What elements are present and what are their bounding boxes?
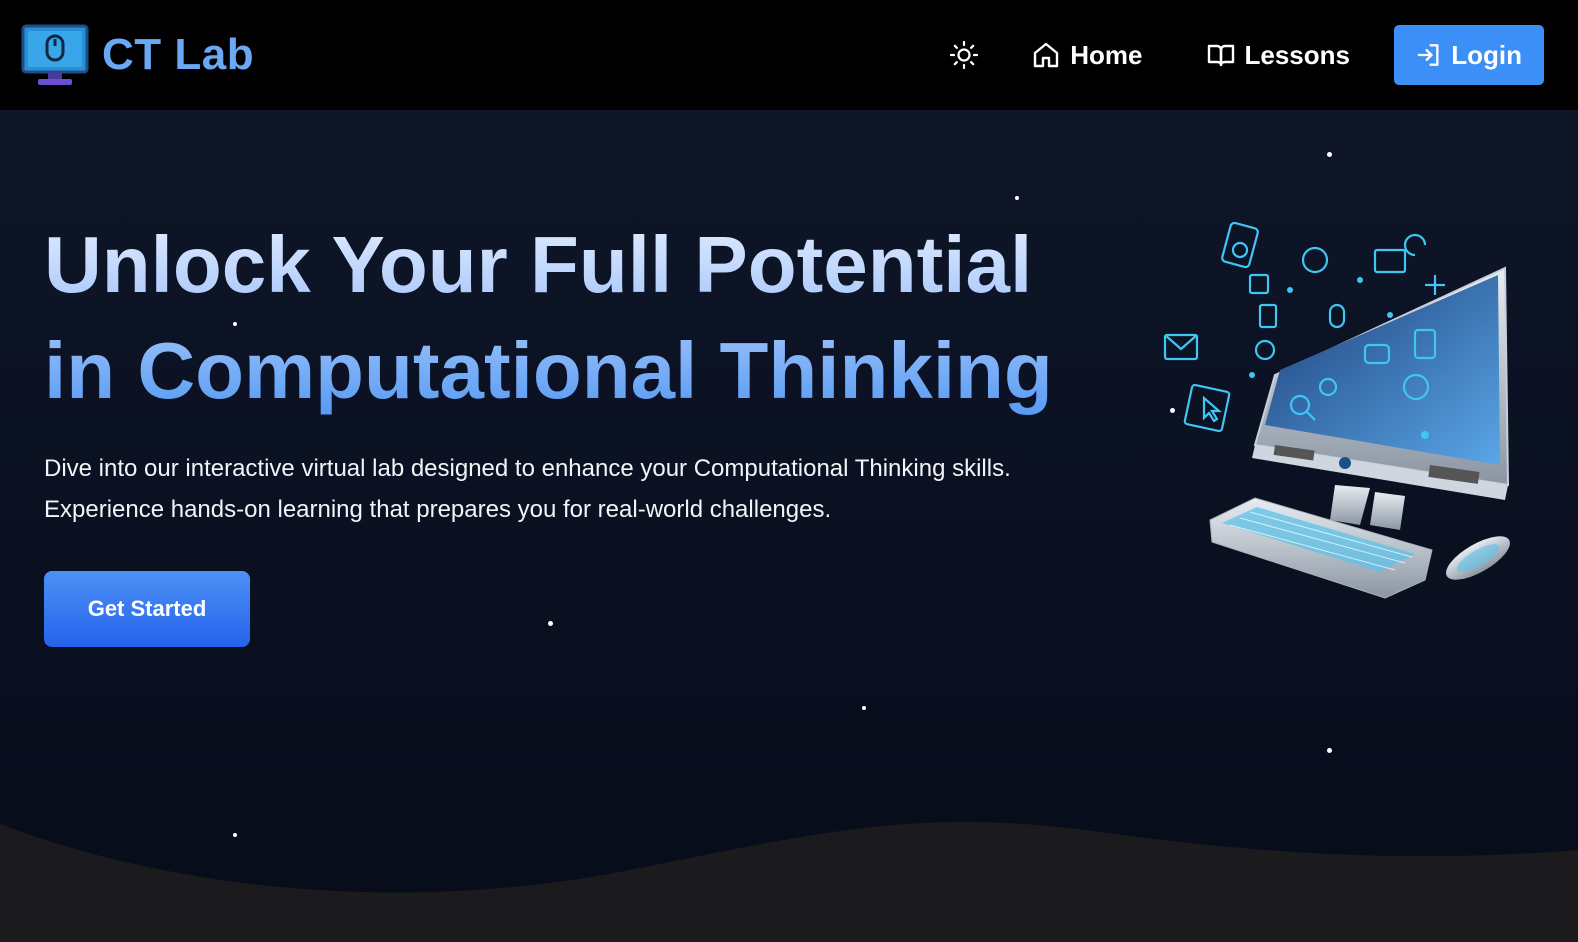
- hero-subtitle: [44, 448, 1104, 530]
- brand[interactable]: [20, 23, 254, 87]
- nav-menu: [944, 25, 1544, 85]
- nav-lessons-label: Lessons: [1244, 39, 1350, 70]
- nav-home-link[interactable]: [1032, 40, 1142, 71]
- login-label: Login: [1451, 39, 1522, 70]
- star-decoration: [1015, 196, 1019, 200]
- star-decoration: [1327, 748, 1332, 753]
- sun-icon: [949, 40, 979, 70]
- hero-title-line-2: in Computational Thinking: [44, 326, 1053, 415]
- computer-illustration: [1160, 220, 1520, 600]
- get-started-label: Get Started: [87, 596, 207, 621]
- nav-home-label: Home: [1070, 39, 1143, 70]
- login-button[interactable]: [1394, 25, 1544, 85]
- hero-subtitle-line-2: Experience hands-on learning that prepares you for real-world challenges.: [44, 496, 832, 523]
- hero-subtitle-line-1: Dive into our interactive virtual lab designed to enhance your Computational Thinking skills.: [44, 455, 1011, 482]
- bottom-wave: [0, 812, 1578, 942]
- star-decoration: [548, 621, 553, 626]
- star-decoration: [1327, 152, 1332, 157]
- get-started-button[interactable]: [44, 571, 250, 647]
- top-navbar: [0, 0, 1578, 110]
- nav-lessons-link[interactable]: [1207, 40, 1351, 71]
- brand-name: CT Lab: [102, 30, 255, 79]
- home-icon: [1032, 41, 1060, 69]
- hero-section: [0, 110, 1578, 942]
- hero-title-line-1: Unlock Your Full Potential: [44, 220, 1033, 309]
- hero-title: [44, 212, 1124, 424]
- theme-toggle-button[interactable]: [944, 35, 984, 75]
- monitor-mouse-icon: [20, 23, 90, 87]
- login-arrow-icon: [1416, 42, 1441, 68]
- star-decoration: [862, 706, 866, 710]
- book-open-icon: [1207, 41, 1235, 69]
